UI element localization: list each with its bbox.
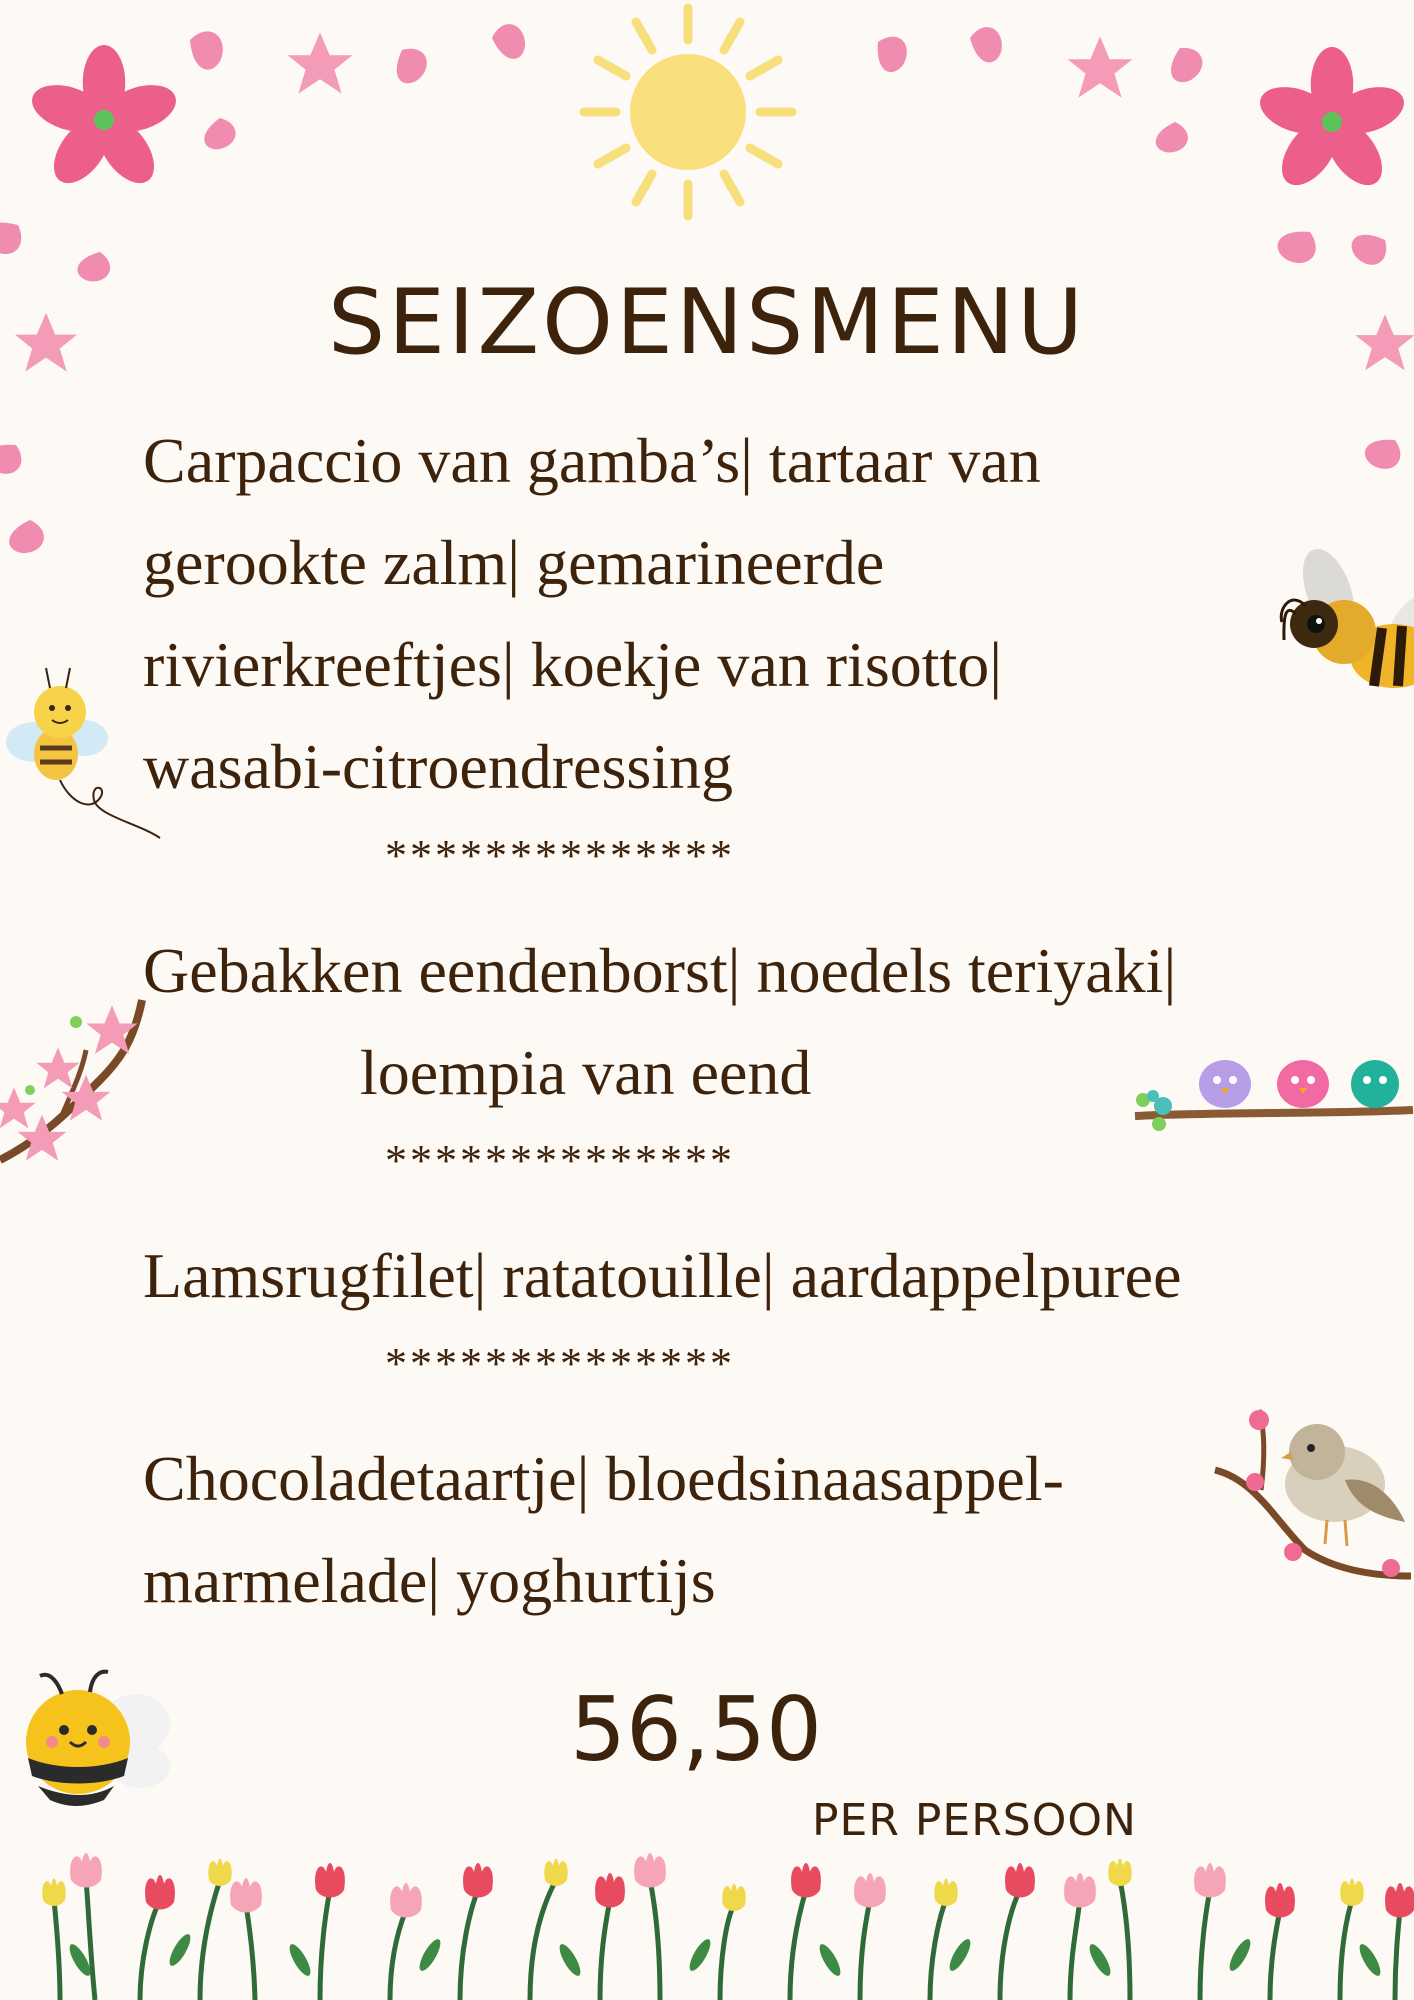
- course-line: rivierkreeftjes| koekje van risotto|: [143, 629, 1003, 700]
- price-unit: PER PERSOON: [812, 1795, 1137, 1846]
- course-line: marmelade| yoghurtijs: [143, 1545, 716, 1616]
- course-dessert: [143, 1428, 1243, 1632]
- tulip-icon: [42, 1853, 1414, 2000]
- menu-price: 56,50: [570, 1678, 822, 1781]
- course-separator: **************: [385, 1136, 735, 1185]
- bird-icon: [1215, 1410, 1411, 1577]
- course-line: Gebakken eendenborst| noedels teriyaki|: [143, 935, 1177, 1006]
- bee-icon: [1281, 542, 1414, 688]
- menu-title: SEIZOENSMENU: [327, 270, 1087, 375]
- course-separator: **************: [385, 831, 735, 880]
- bee-icon: [26, 1672, 170, 1806]
- course-main: [143, 1225, 1243, 1327]
- course-line: loempia van eend: [360, 1037, 812, 1108]
- course-line: Carpaccio van gamba’s| tartaar van: [143, 425, 1041, 496]
- course-starter: [143, 410, 1243, 818]
- course-line: gerookte zalm| gemarineerde: [143, 527, 885, 598]
- course-line: wasabi-citroendressing: [143, 731, 734, 802]
- bee-icon: [6, 668, 160, 838]
- course-line: Chocoladetaartje| bloedsinaasappel-: [143, 1443, 1064, 1514]
- course-line: Lamsrugfilet| ratatouille| aardappelpuree: [143, 1240, 1182, 1311]
- course-separator: **************: [385, 1339, 735, 1388]
- course-intermediate: [143, 920, 1243, 1124]
- branch-icon: [0, 1000, 142, 1161]
- sun-icon: [584, 8, 792, 216]
